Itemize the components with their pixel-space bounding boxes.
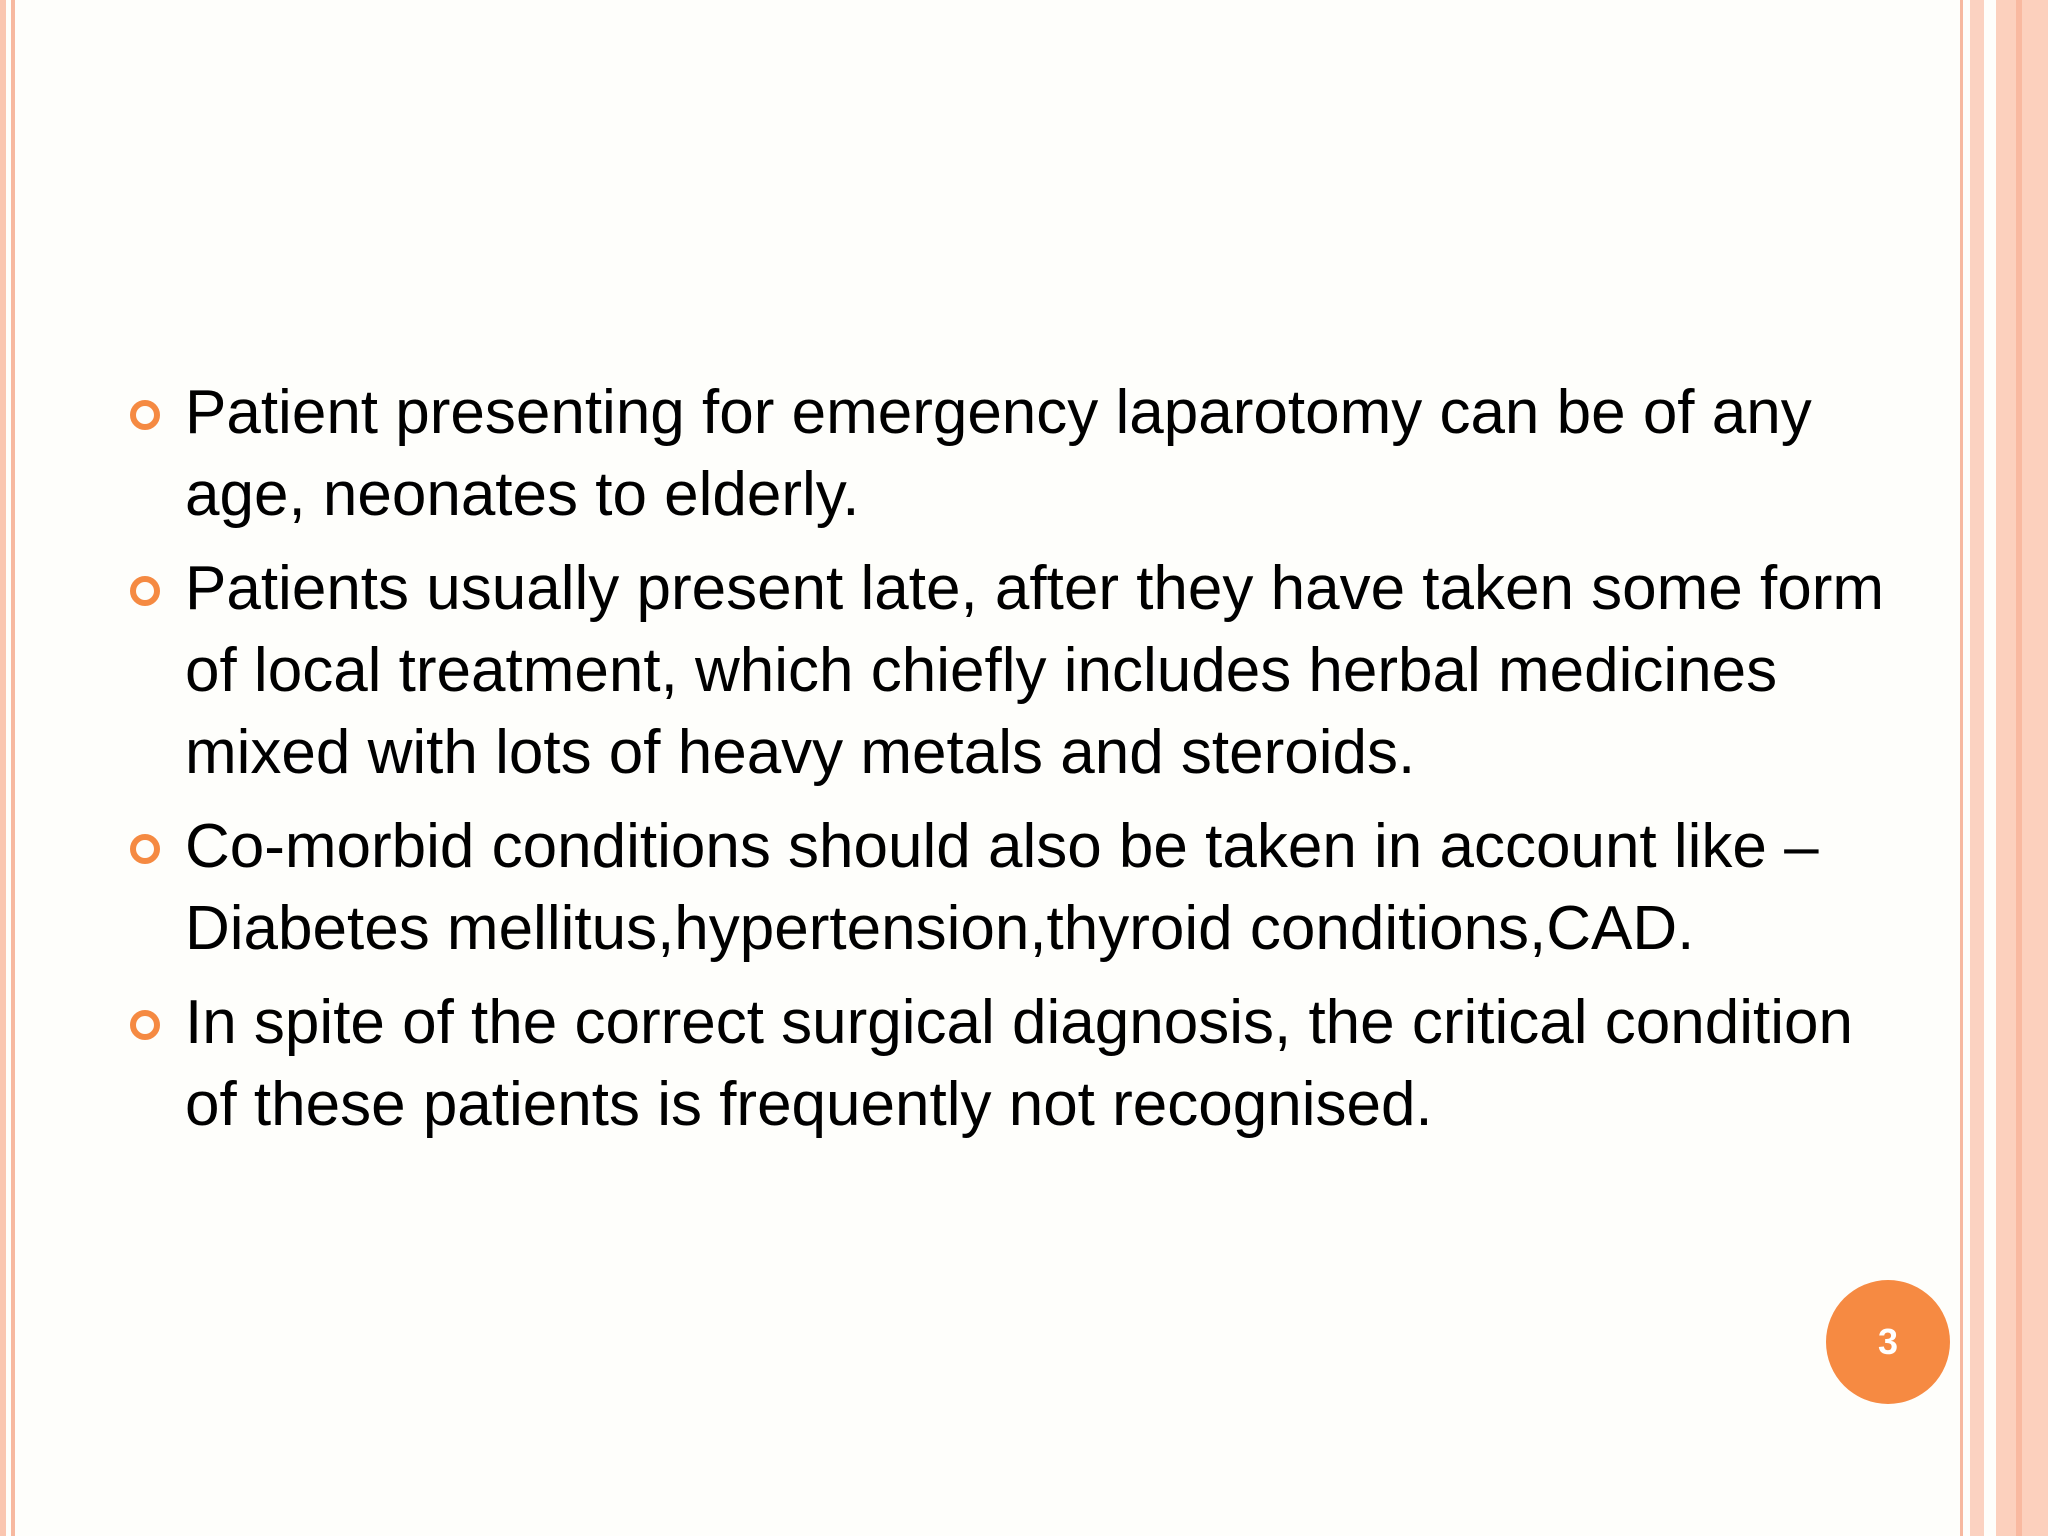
circle-bullet-icon [130,834,160,864]
right-border-band-line [2016,0,2022,1536]
right-border-stripe-thin [1960,0,1963,1536]
bullet-text: Patients usually present late, after they have taken some form of local treatment, which chiefly includes herbal medicines mixed with lots of heavy metals and steroids. [185,554,1885,787]
bullet-text: Co-morbid conditions should also be taken in account like – Diabetes mellitus,hypertension,thyroid conditions,CAD. [185,812,1819,963]
circle-bullet-icon [130,1010,160,1040]
bullet-item [130,548,1900,794]
right-border-band [1996,0,2048,1536]
circle-bullet-icon [130,400,160,430]
bullet-item [130,982,1900,1146]
right-border-stripe [1970,0,1984,1536]
bullet-item [130,372,1900,536]
bullet-text: Patient presenting for emergency laparotomy can be of any age, neonates to elderly. [185,378,1812,529]
left-border-stripe-inner [11,0,15,1536]
bullet-text: In spite of the correct surgical diagnosis, the critical condition of these patients is frequently not recognised. [185,988,1853,1139]
bullet-list [130,372,1900,1158]
left-border-stripe [0,0,6,1536]
circle-bullet-icon [130,576,160,606]
bullet-item [130,806,1900,970]
page-number-badge: 3 [1826,1280,1950,1404]
